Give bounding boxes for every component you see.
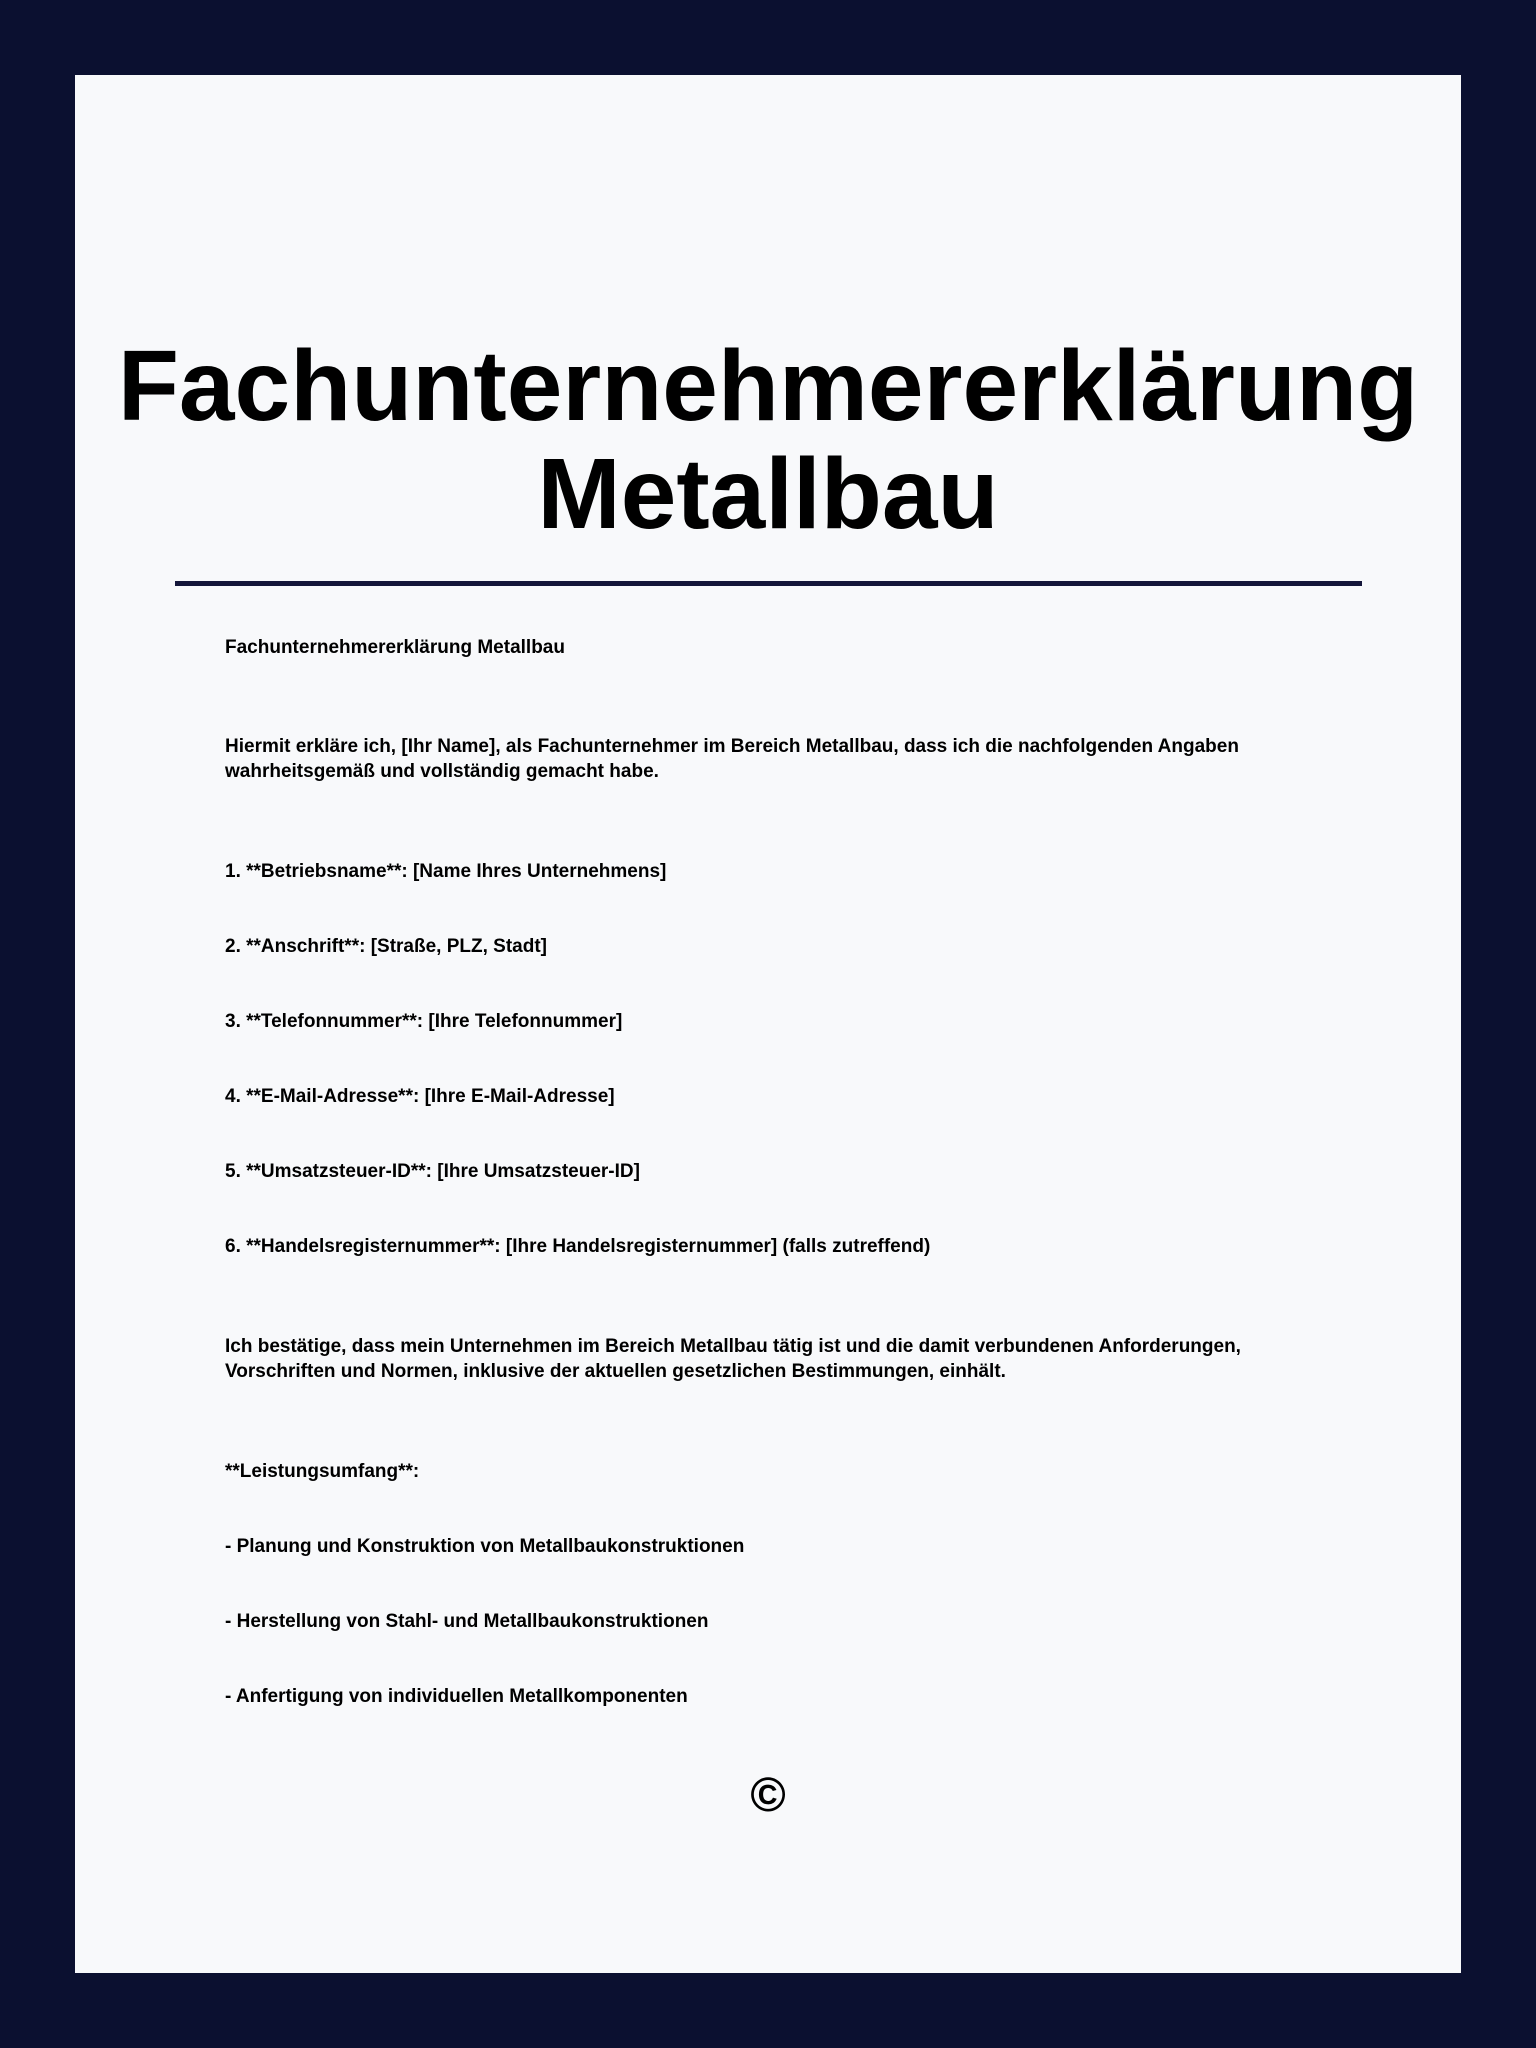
field-item: 3. **Telefonnummer**: [Ihre Telefonnummer] bbox=[225, 1011, 623, 1032]
intro-paragraph: Hiermit erkläre ich, [Ihr Name], als Fachunternehmer im Bereich Metallbau, dass ich die nachfolgenden Angaben wahrheitsgemäß und vollständig gemacht habe. bbox=[225, 736, 1239, 782]
copyright-icon: © bbox=[750, 1769, 786, 1822]
document-title bbox=[75, 332, 1461, 548]
scope-item: - Planung und Konstruktion von Metallbaukonstruktionen bbox=[225, 1536, 745, 1557]
document-title-line-2: Metallbau bbox=[537, 438, 999, 550]
field-item: 1. **Betriebsname**: [Name Ihres Unternehmens] bbox=[225, 861, 667, 882]
document-subheading: Fachunternehmererklärung Metallbau bbox=[225, 637, 565, 658]
scope-heading: **Leistungsumfang**: bbox=[225, 1461, 420, 1482]
scope-item: - Anfertigung von individuellen Metallkomponenten bbox=[225, 1686, 688, 1707]
field-item: 2. **Anschrift**: [Straße, PLZ, Stadt] bbox=[225, 936, 547, 957]
scope-item: - Herstellung von Stahl- und Metallbaukonstruktionen bbox=[225, 1611, 709, 1632]
document-page bbox=[75, 75, 1461, 1973]
document-title-line-1: Fachunternehmererklärung bbox=[117, 330, 1419, 442]
field-item: 4. **E-Mail-Adresse**: [Ihre E-Mail-Adresse] bbox=[225, 1086, 615, 1107]
confirmation-paragraph: Ich bestätige, dass mein Unternehmen im Bereich Metallbau tätig ist und die damit verbundenen Anforderungen, Vorschriften und Normen, inklusive der aktuellen gesetzlichen Bestimmungen, einhält. bbox=[225, 1336, 1241, 1382]
field-item: 6. **Handelsregisternummer**: [Ihre Handelsregisternummer] (falls zutreffend) bbox=[225, 1236, 931, 1257]
field-item: 5. **Umsatzsteuer-ID**: [Ihre Umsatzsteuer-ID] bbox=[225, 1161, 640, 1182]
title-divider bbox=[175, 581, 1362, 586]
